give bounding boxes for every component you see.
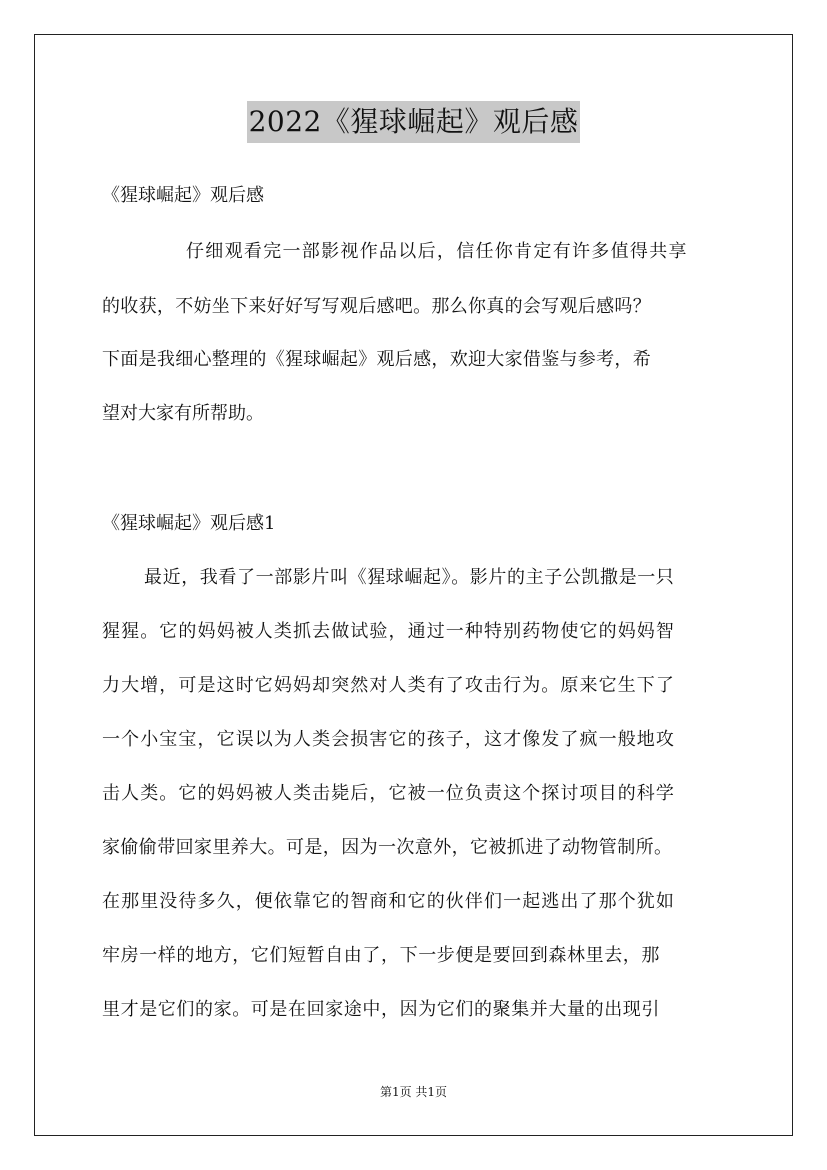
body-line-2: 猩猩。它的妈妈被人类抓去做试验，通过一种特别药物使它的妈妈智 xyxy=(102,621,675,642)
body-line-9: 里才是它们的家。可是在回家途中，因为它们的聚集并大量的出现引 xyxy=(102,999,660,1020)
section-heading: 《猩球崛起》观后感1 xyxy=(102,513,276,534)
body-line-8: 牢房一样的地方，它们短暂自由了，下一步便是要回到森林里去，那 xyxy=(102,945,660,966)
subtitle: 《猩球崛起》观后感 xyxy=(102,185,264,206)
intro-line-4: 望对大家有所帮助。 xyxy=(102,403,264,424)
body-line-5: 击人类。它的妈妈被人类击毙后，它被一位负责这个探讨项目的科学 xyxy=(102,783,675,804)
body-line-7: 在那里没待多久，便依靠它的智商和它的伙伴们一起逃出了那个犹如 xyxy=(102,891,675,912)
intro-line-3: 下面是我细心整理的《猩球崛起》观后感，欢迎大家借鉴与参考，希 xyxy=(102,349,651,370)
body-line-1: 最近，我看了一部影片叫《猩球崛起》。影片的主子公凯撒是一只 xyxy=(144,567,675,588)
intro-line-2: 的收获，不妨坐下来好好写写观后感吧。那么你真的会写观后感吗？ xyxy=(102,296,651,317)
body-line-4: 一个小宝宝，它误以为人类会损害它的孩子，这才像发了疯一般地攻 xyxy=(102,729,675,750)
body-line-6: 家偷偷带回家里养大。可是，因为一次意外，它被抓进了动物管制所。 xyxy=(102,837,673,858)
document-title: 2022《猩球崛起》观后感 xyxy=(247,101,581,143)
page-footer: 第1页 共1页 xyxy=(379,1085,448,1099)
document-title-wrap xyxy=(0,101,827,143)
intro-line-1: 仔细观看完一部影视作品以后，信任你肯定有许多值得共享 xyxy=(186,241,688,262)
body-line-3: 力大增，可是这时它妈妈却突然对人类有了攻击行为。原来它生下了 xyxy=(102,675,675,696)
